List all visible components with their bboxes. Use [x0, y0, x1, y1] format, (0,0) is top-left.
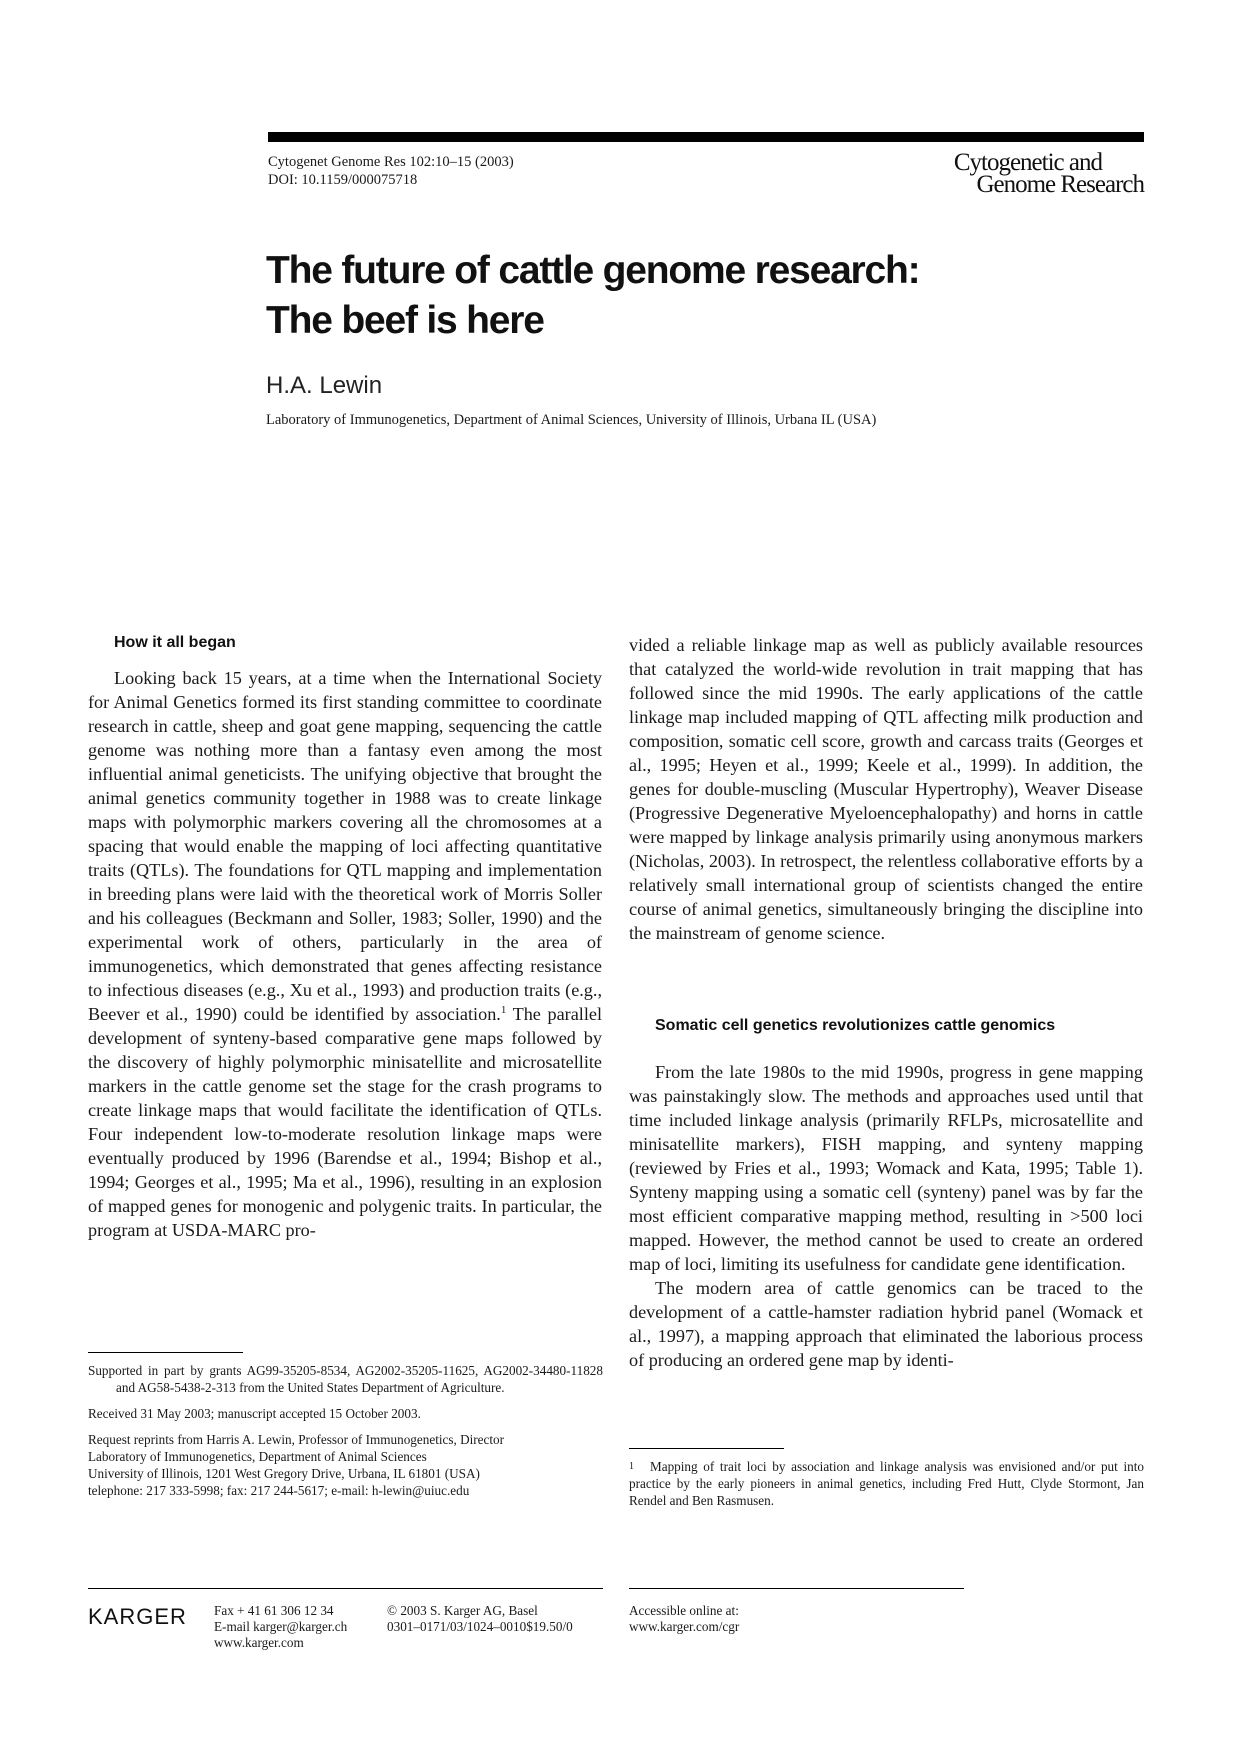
article-code: 0301–0171/03/1024–0010$19.50/0 — [387, 1619, 573, 1634]
left-column — [88, 666, 602, 1242]
footnotes — [88, 1362, 603, 1508]
paragraph: From the late 1980s to the mid 1990s, progress in gene mapping was painstakingly slow. The methods and approaches used until that time included linkage analysis (primarily RFLPs, microsatellite and minisatellite markers), FISH mapping, and synteny mapping (reviewed by Fries et al., 1993; Womack and Kata, 1995; Table 1). Synteny mapping using a somatic cell (synteny) panel was by far the most efficient comparative mapping method, resulting in >500 loci mapped. However, the method cannot be used to create an ordered map of loci, limiting its usefulness for candidate gene identification. — [629, 1062, 1143, 1274]
title-line: The future of cattle genome research: — [266, 249, 920, 292]
bottom-rule — [629, 1588, 964, 1589]
journal-logo-line: Genome Research — [976, 171, 1144, 198]
right-column — [629, 633, 1143, 945]
footnote-text: Mapping of trait loci by association and linkage analysis was envisioned and/or put into practice by the early pioneers in animal genetics, including Fred Hutt, Clyde Stormont, Jan Rendel and Ben Rasmusen. — [629, 1459, 1144, 1508]
header-rule — [268, 132, 1144, 142]
email-link[interactable]: E-mail karger@karger.ch — [214, 1619, 348, 1634]
footnote-1 — [629, 1458, 1144, 1509]
title-line: The beef is here — [266, 299, 544, 342]
right-column-section2 — [629, 1060, 1143, 1372]
reprints-note — [88, 1431, 603, 1499]
fax: Fax + 41 61 306 12 34 — [214, 1603, 334, 1618]
article-title — [266, 246, 1126, 346]
paragraph — [88, 666, 602, 1242]
reprints-line: telephone: 217 333-5998; fax: 217 244-5617; e-mail: h-lewin@uiuc.edu — [88, 1483, 470, 1498]
karger-logo: KARGER — [88, 1604, 187, 1629]
publisher-copyright — [387, 1603, 573, 1635]
footnote-mark: 1 — [629, 1461, 634, 1472]
paragraph: vided a reliable linkage map as well as publicly available resources that catalyzed the world-wide revolution in trait mapping that has followed since the mid 1990s. The early applications of the cattle linkage map included mapping of QTL affecting milk production and composition, somatic cell score, growth and carcass traits (Georges et al., 1995; Heyen et al., 1999; Keele et al., 1999). In addition, the genes for double-muscling (Muscular Hypertrophy), Weaver Disease (Progressive Degenerative Myeloencephalopathy) and horns in cattle were mapped by linkage analysis primarily using anonymous markers (Nicholas, 2003). In retrospect, the relentless collaborative efforts by a relatively small international group of scientists changed the entire course of animal genetics, simultaneously bringing the discipline into the mainstream of genome science. — [629, 635, 1143, 943]
paragraph: The modern area of cattle genomics can be traced to the development of a cattle-hamster radiation hybrid panel (Womack et al., 1997), a mapping approach that eliminated the laborious process of producing an ordered gene map by identi- — [629, 1278, 1143, 1370]
footnote-ref[interactable]: 1 — [500, 1003, 507, 1016]
paragraph-text: The parallel development of synteny-based comparative gene maps followed by the discovery of highly polymorphic minisatellite and microsatellite markers in the cattle genome set the stage for the crash programs to create linkage maps that would facilitate the identification of QTLs. Four independent low-to-moderate resolution linkage maps were eventually produced by 1996 (Barendse et al., 1994; Bishop et al., 1994; Georges et al., 1995; Ma et al., 1996), resulting in an explosion of mapped genes for monogenic and polygenic traits. In particular, the program at USDA-MARC pro- — [88, 1004, 603, 1240]
website-link[interactable]: www.karger.com — [214, 1635, 304, 1650]
footnote-divider — [629, 1448, 784, 1449]
section-heading: Somatic cell genetics revolutionizes cattle genomics — [655, 1017, 1056, 1034]
journal-logo — [900, 149, 1144, 198]
paragraph-text: Looking back 15 years, at a time when the International Society for Animal Genetics formed its first standing committee to coordinate research in cattle, sheep and goat gene mapping, sequencing the cattle genome was nothing more than a fantasy even among the most influential animal geneticists. The unifying objective that brought the animal genetics community together in 1988 was to create linkage maps with polymorphic markers covering all the chromosomes at a spacing that would enable the mapping of loci affecting quantitative traits (QTLs). The foundations for QTL mapping and implementation in breeding plans were laid with the theoretical work of Morris Soller and his colleagues (Beckmann and Soller, 1983; Soller, 1990) and the experimental work of others, particularly in the area of immunogenetics, which demonstrated that genes affecting resistance to infectious diseases (e.g., Xu et al., 1993) and production traits (e.g., Beever et al., 1990) could be identified by association. — [88, 668, 602, 1024]
copyright: © 2003 S. Karger AG, Basel — [387, 1603, 538, 1618]
online-url-link[interactable]: www.karger.com/cgr — [629, 1619, 740, 1634]
affiliation: Laboratory of Immunogenetics, Department of Animal Sciences, University of Illinois, Urbana IL (USA) — [266, 412, 877, 428]
received-note: Received 31 May 2003; manuscript accepted 15 October 2003. — [88, 1406, 421, 1421]
bottom-rule — [88, 1588, 603, 1589]
citation — [268, 153, 514, 189]
publisher-contact — [214, 1603, 347, 1651]
footnote-divider — [88, 1352, 243, 1353]
reprints-line: Laboratory of Immunogenetics, Department of Animal Sciences — [88, 1449, 427, 1464]
reprints-line: Request reprints from Harris A. Lewin, Professor of Immunogenetics, Director — [88, 1432, 505, 1447]
section-heading: How it all began — [114, 634, 236, 651]
doi-line: DOI: 10.1159/000075718 — [268, 172, 418, 188]
author: H.A. Lewin — [266, 372, 383, 399]
citation-line: Cytogenet Genome Res 102:10–15 (2003) — [268, 154, 514, 170]
online-label: Accessible online at: — [629, 1603, 739, 1618]
support-note: Supported in part by grants AG99-35205-8534, AG2002-35205-11625, AG2002-34480-11828 and AG58-5438-2-313 from the United States Department of Agriculture. — [88, 1363, 603, 1395]
online-access — [629, 1603, 739, 1635]
journal-logo-line: Cytogenetic and — [953, 149, 1102, 176]
reprints-line: University of Illinois, 1201 West Gregory Drive, Urbana, IL 61801 (USA) — [88, 1466, 480, 1481]
